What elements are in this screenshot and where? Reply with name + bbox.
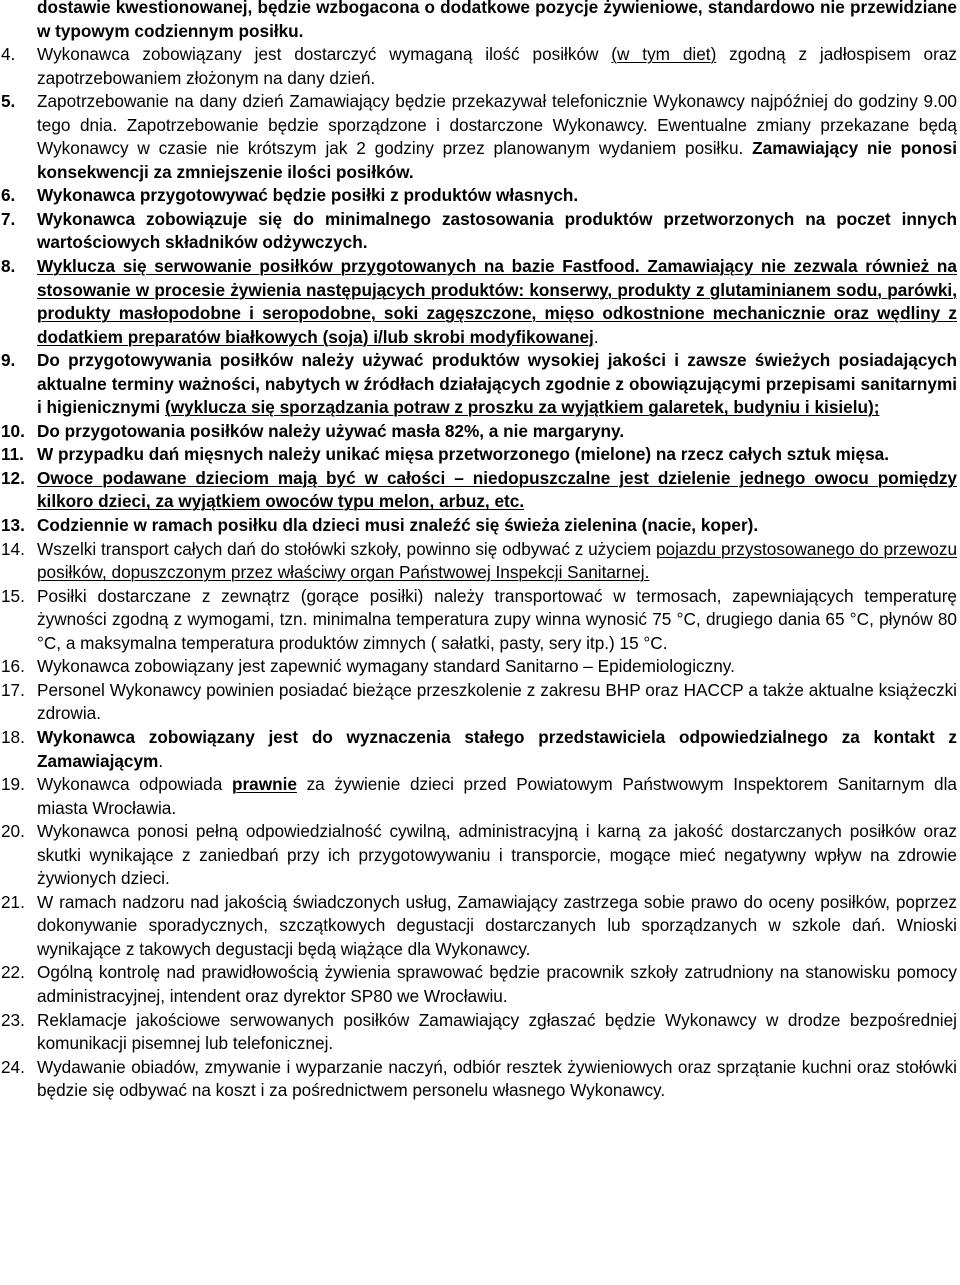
item-text: . xyxy=(593,326,599,347)
list-item-23 xyxy=(0,1009,960,1056)
list-item-5 xyxy=(0,90,960,184)
item-number: 20. xyxy=(1,821,25,842)
list-item-9 xyxy=(0,349,960,420)
item-text-bold: Do przygotowania posiłków należy używać masła 82%, a nie margaryny. xyxy=(37,420,625,441)
item-text-bold: Codziennie w ramach posiłku dla dzieci musi znaleźć się świeża zielenina (nacie, koper). xyxy=(37,515,759,536)
item-number: 11. xyxy=(1,444,24,465)
item-text: W ramach nadzoru nad jakością świadczonych usług, Zamawiający zastrzega sobie prawo do oceny posiłków, poprzez dokonywanie sporadycznych, szczątkowych degustacji dostarczanych lub sporządzanych w szkole dań. Wnioski wynikające z takowych degustacji będą wiążące dla Wykonawcy. xyxy=(37,891,957,959)
item-number: 14. xyxy=(1,538,25,559)
item-text: za żywienie dzieci przed Powiatowym Państwowym Inspektorem Sanitarnym dla miasta Wrocławia. xyxy=(37,774,957,818)
item-text: Wykonawca odpowiada xyxy=(37,774,232,795)
item-text-underlined: (w tym diet) xyxy=(611,44,717,65)
item-number: 4. xyxy=(1,44,16,65)
item-text-bold: Wykonawca przygotowywać będzie posiłki z produktów własnych. xyxy=(37,185,579,206)
item-number: 7. xyxy=(1,208,16,229)
list-item-7 xyxy=(0,208,960,255)
list-item-11 xyxy=(0,443,960,467)
list-item-4 xyxy=(0,43,960,90)
item-text-bold: Zamawiający nie ponosi konsekwencji za zmniejszenie ilości posiłków. xyxy=(37,138,957,182)
item-number: 22. xyxy=(1,962,25,983)
item-text-bold: Wykonawca zobowiązany jest do wyznaczenia stałego przedstawiciela odpowiedzialnego za kontakt z Zamawiającym xyxy=(37,726,957,771)
item-text: Wykonawca zobowiązany jest zapewnić wymagany standard Sanitarno – Epidemiologiczny. xyxy=(37,656,735,677)
item-text-bold-underlined: (wyklucza się sporządzania potraw z proszku za wyjątkiem galaretek, budyniu i kisielu); xyxy=(164,397,880,418)
item-number: 17. xyxy=(1,679,25,700)
item-number: 9. xyxy=(1,350,16,371)
item-text: Zapotrzebowanie na dany dzień Zamawiający będzie przekazywał telefonicznie Wykonawcy najpóźniej do godziny 9.00 tego dnia. Zapotrzebowanie będzie sporządzone i dostarczone Wykonawcy. Ewentualne zmiany przekazane będą Wykonawcy w czasie nie krótszym jak 2 godziny przez planowanym wydaniem posiłku. xyxy=(37,91,957,159)
list-item-24 xyxy=(0,1056,960,1103)
list-item-15 xyxy=(0,585,960,656)
item-text: Reklamacje jakościowe serwowanych posiłków Zamawiający zgłaszać będzie Wykonawcy w drodze bezpośredniej komunikacji pisemnej lub telefonicznej. xyxy=(37,1009,957,1054)
item-text: Wykonawca ponosi pełną odpowiedzialność cywilną, administracyjną i karną za jakość dostarczanych posiłków oraz skutki wynikające z zaniedbań przy ich przygotowywaniu i transporcie, mogące mieć negatywny wpływ na zdrowie żywionych dzieci. xyxy=(37,821,957,889)
item-text: Wszelki transport całych dań do stołówki szkoły, powinno się odbywać z użyciem xyxy=(37,538,656,559)
item-number: 8. xyxy=(1,256,16,277)
list-item-14 xyxy=(0,538,960,585)
list-item-12 xyxy=(0,467,960,514)
list-item-19 xyxy=(0,773,960,820)
item-number: 16. xyxy=(1,656,25,677)
item-text: Wydawanie obiadów, zmywanie i wyparzanie naczyń, odbiór resztek żywieniowych oraz sprzątanie kuchni oraz stołówki będzie się odbywać na koszt i za pośrednictwem personelu własnego Wykonawcy. xyxy=(37,1056,957,1101)
item-text: Posiłki dostarczane z zewnątrz (gorące posiłki) należy transportować w termosach, zapewniających temperaturę żywności zgodną z wymogami, tzn. minimalna temperatura zupy winna wynosić 75 °C, drugiego dania 65 °C, płynów 80 °C, a maksymalna temperatura produktów zimnych ( sałatki, pasty, sery itp.) 15 °C. xyxy=(37,585,957,653)
intro-paragraph xyxy=(0,0,960,43)
item-text-underlined: pojazdu przystosowanego do przewozu posiłków, dopuszczonym przez właściwy organ Państwowej Inspekcji Sanitarnej. xyxy=(37,538,958,583)
item-text: Personel Wykonawcy powinien posiadać bieżące przeszkolenie z zakresu BHP oraz HACCP a także aktualne książeczki zdrowia. xyxy=(37,679,957,724)
list-item-13 xyxy=(0,514,960,538)
item-number: 24. xyxy=(1,1056,25,1077)
list-item-18 xyxy=(0,726,960,773)
list-item-17 xyxy=(0,679,960,726)
item-text-bold-underlined: Wyklucza się serwowanie posiłków przygotowanych na bazie Fastfood. Zamawiający nie zezwala również na stosowanie w procesie żywienia następujących produktów: konserwy, produkty z glutaminianem sodu, parówki, produkty masłopodobne i seropodobne, soki zagęszczone, mięso odkostnione mechanicznie oraz wędliny z dodatkiem preparatów białkowych (soja) i/lub skrobi modyfikowanej xyxy=(37,256,957,347)
item-text-bold: Wykonawca zobowiązuje się do minimalnego zastosowania produktów przetworzonych na poczet innych wartościowych składników odżywczych. xyxy=(37,208,957,253)
item-text: Wykonawca zobowiązany jest dostarczyć wymaganą ilość posiłków xyxy=(37,44,612,65)
item-number: 10. xyxy=(1,420,25,441)
item-number: 13. xyxy=(1,515,25,536)
item-text-bold-underlined: prawnie xyxy=(231,774,297,795)
item-text: . xyxy=(158,750,164,771)
list-item-16 xyxy=(0,655,960,679)
list-item-6 xyxy=(0,184,960,208)
list-item-8 xyxy=(0,255,960,349)
item-text-bold: Do przygotowywania posiłków należy używać produktów wysokiej jakości i zawsze świeżych posiadających aktualne terminy ważności, nabytych w źródłach działających zgodnie z obowiązującymi przepisami sanitarnymi i higienicznymi xyxy=(37,350,957,418)
item-number: 12. xyxy=(1,467,25,488)
item-number: 5. xyxy=(1,91,16,112)
list-item-20 xyxy=(0,820,960,891)
item-number: 23. xyxy=(1,1009,25,1030)
item-number: 18. xyxy=(1,726,25,747)
intro-text: dostawie kwestionowanej, będzie wzbogacona o dodatkowe pozycje żywieniowe, standardowo nie przewidziane w typowym codziennym posiłku. xyxy=(37,0,957,41)
item-text-bold: W przypadku dań mięsnych należy unikać mięsa przetworzonego (mielone) na rzecz całych sztuk mięsa. xyxy=(37,444,889,465)
item-number: 21. xyxy=(1,891,25,912)
item-number: 15. xyxy=(1,585,25,606)
list-item-10 xyxy=(0,420,960,444)
item-number: 19. xyxy=(1,774,25,795)
list-item-22 xyxy=(0,961,960,1008)
item-number: 6. xyxy=(1,185,16,206)
list-item-21 xyxy=(0,891,960,962)
item-text: Ogólną kontrolę nad prawidłowością żywienia sprawować będzie pracownik szkoły zatrudniony na stanowisku pomocy administracyjnej, intendent oraz dyrektor SP80 we Wrocławiu. xyxy=(37,962,957,1006)
item-text: zgodną z jadłospisem oraz zapotrzebowaniem złożonym na dany dzień. xyxy=(37,44,957,88)
item-text-bold-underlined: Owoce podawane dzieciom mają być w całości – niedopuszczalne jest dzielenie jednego owocu pomiędzy kilkoro dzieci, za wyjątkiem owoców typu melon, arbuz, etc. xyxy=(37,467,957,512)
